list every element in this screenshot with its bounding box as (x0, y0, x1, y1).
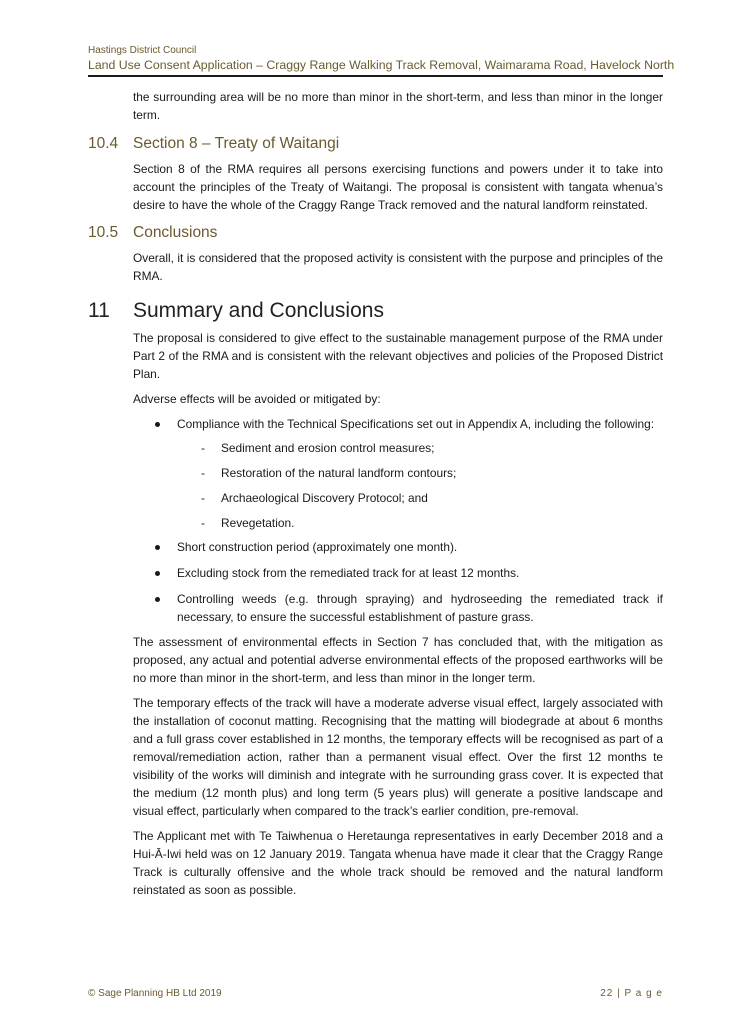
page-footer (88, 988, 663, 999)
heading-title: Summary and Conclusions (133, 299, 384, 322)
paragraph: Overall, it is considered that the proposed activity is consistent with the purpose and principles of the RMA. (133, 251, 663, 283)
heading-number: 10.5 (88, 224, 119, 241)
dash-marker: - (201, 466, 205, 480)
bullet-icon (155, 545, 160, 550)
header-org: Hastings District Council (88, 45, 197, 56)
list-item-text: Compliance with the Technical Specifications set out in Appendix A, including the following: (177, 417, 655, 431)
sub-list-item-text: Sediment and erosion control measures; (221, 441, 435, 455)
sub-list-item-text: Archaeological Discovery Protocol; and (221, 491, 428, 505)
sub-list-item (201, 514, 663, 532)
header-title: Land Use Consent Application – Craggy Range Walking Track Removal, Waimarama Road, Havelock North (88, 58, 675, 72)
paragraph: Section 8 of the RMA requires all persons exercising functions and powers under it to take into account the principles of the Treaty of Waitangi. The proposal is consistent with tangata whenua’s desire to have the whole of the Craggy Range Track removed and the natural landform reinstated. (133, 162, 663, 212)
list-item (133, 590, 663, 626)
page-content (88, 88, 663, 899)
sub-list-item (201, 439, 663, 457)
intro-paragraph: the surrounding area will be no more than minor in the short-term, and less than minor in the longer term. (133, 90, 663, 122)
heading-10-5 (88, 223, 663, 243)
bullet-icon (155, 597, 160, 602)
list-item-text: Controlling weeds (e.g. through spraying) and hydroseeding the remediated track if necessary, to ensure the successful establishment of pasture grass. (177, 592, 663, 624)
list-item (133, 538, 663, 556)
sub-list-item (201, 464, 663, 482)
mitigation-list (88, 415, 663, 626)
heading-title: Section 8 – Treaty of Waitangi (133, 135, 340, 152)
paragraph: Adverse effects will be avoided or mitigated by: (133, 392, 381, 406)
page-header (88, 44, 675, 77)
list-item-text: Excluding stock from the remediated track for at least 12 months. (177, 566, 520, 580)
bullet-icon (155, 422, 160, 427)
heading-number: 10.4 (88, 135, 119, 152)
list-item-text: Short construction period (approximately one month). (177, 540, 458, 554)
heading-title: Conclusions (133, 224, 218, 241)
sub-list-item-text: Revegetation. (221, 516, 295, 530)
heading-10-4 (88, 134, 663, 154)
footer-copyright: © Sage Planning HB Ltd 2019 (88, 988, 222, 999)
dash-marker: - (201, 516, 205, 530)
paragraph: The assessment of environmental effects in Section 7 has concluded that, with the mitigation as proposed, any actual and potential adverse environmental effects of the proposed earthworks will be no more than minor in the short-term, and less than minor in the longer term. (133, 635, 663, 685)
heading-11 (88, 298, 663, 324)
dash-marker: - (201, 441, 205, 455)
heading-number: 11 (88, 299, 110, 322)
dash-marker: - (201, 491, 205, 505)
paragraph: The Applicant met with Te Taiwhenua o Heretaunga representatives in early December 2018 and a Hui-Ā-Iwi held was on 12 January 2019. Tangata whenua have made it clear that the Craggy Range Track is culturally offensive and the whole track should be removed and the natural landform reinstated as soon as possible. (133, 829, 663, 897)
sub-list (177, 439, 663, 532)
list-item (133, 564, 663, 582)
bullet-icon (155, 571, 160, 576)
header-rule (88, 75, 663, 77)
sub-list-item (201, 489, 663, 507)
sub-list-item-text: Restoration of the natural landform contours; (221, 466, 457, 480)
footer-page-number: 22 | P a g e (600, 988, 663, 999)
paragraph: The temporary effects of the track will have a moderate adverse visual effect, largely associated with the installation of coconut matting. Recognising that the matting will biodegrade at about 6 months and a full grass cover established in 12 months, the temporary effects will be recognised as part of a removal/remediation action, rather than a permanent visual effect. Over the first 12 months te visibility of the works will diminish and integrate with he surrounding grass cover. It is expected that the medium (12 month plus) and long term (5 years plus) will generate a positive landscape and visual effect, particularly when compared to the track’s earlier condition, pre-removal. (133, 696, 663, 818)
paragraph: The proposal is considered to give effect to the sustainable management purpose of the RMA under Part 2 of the RMA and is consistent with the relevant objectives and policies of the Proposed District Plan. (133, 331, 663, 381)
list-item (133, 415, 663, 532)
